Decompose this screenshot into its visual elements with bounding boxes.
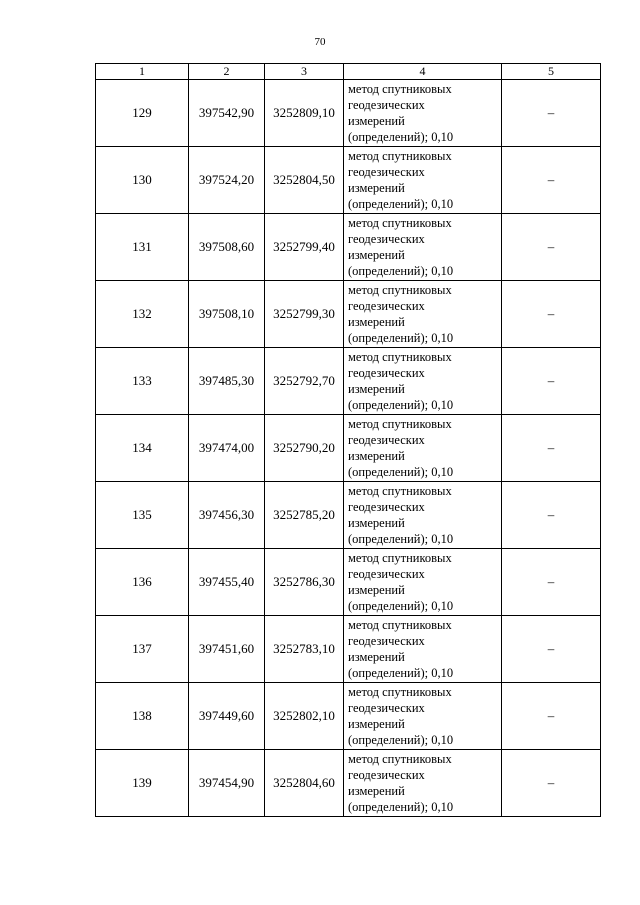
table-row [96,348,601,415]
point-number-cell: 132 [96,281,189,348]
note-cell: – [502,616,601,683]
method-line: метод спутниковых [348,685,452,699]
method-cell [344,683,502,750]
method-line: метод спутниковых [348,484,452,498]
note-cell: – [502,147,601,214]
method-line: (определений); 0,10 [348,733,454,747]
method-line: геодезических [348,634,425,648]
y-coordinate-cell: 3252804,50 [265,147,344,214]
y-coordinate-cell: 3252790,20 [265,415,344,482]
method-line: (определений); 0,10 [348,599,454,613]
header-cell-2: 2 [189,64,265,80]
method-line: измерений [348,583,405,597]
note-cell: – [502,683,601,750]
method-line: (определений); 0,10 [348,197,454,211]
header-row [96,64,601,80]
x-coordinate-cell: 397456,30 [189,482,265,549]
method-line: геодезических [348,500,425,514]
method-cell [344,348,502,415]
method-line: (определений); 0,10 [348,666,454,680]
method-line: (определений); 0,10 [348,532,454,546]
table-row [96,281,601,348]
method-line: метод спутниковых [348,149,452,163]
method-line: метод спутниковых [348,752,452,766]
note-cell: – [502,80,601,147]
point-number-cell: 139 [96,750,189,817]
method-line: метод спутниковых [348,350,452,364]
method-line: геодезических [348,299,425,313]
method-cell [344,415,502,482]
table-row [96,750,601,817]
method-cell [344,281,502,348]
point-number-cell: 134 [96,415,189,482]
x-coordinate-cell: 397451,60 [189,616,265,683]
y-coordinate-cell: 3252799,40 [265,214,344,281]
table-row [96,80,601,147]
y-coordinate-cell: 3252783,10 [265,616,344,683]
method-line: геодезических [348,232,425,246]
method-line: метод спутниковых [348,216,452,230]
method-line: метод спутниковых [348,618,452,632]
x-coordinate-cell: 397542,90 [189,80,265,147]
table-row [96,549,601,616]
header-cell-3: 3 [265,64,344,80]
method-line: метод спутниковых [348,551,452,565]
method-cell [344,616,502,683]
method-cell [344,549,502,616]
note-cell: – [502,281,601,348]
method-line: (определений); 0,10 [348,331,454,345]
header-cell-4: 4 [344,64,502,80]
method-line: метод спутниковых [348,82,452,96]
point-number-cell: 135 [96,482,189,549]
note-cell: – [502,348,601,415]
y-coordinate-cell: 3252792,70 [265,348,344,415]
method-cell [344,214,502,281]
coordinates-table [95,63,601,817]
table-row [96,482,601,549]
table-body [96,80,601,817]
page-number: 70 [314,36,326,48]
method-cell [344,147,502,214]
method-cell [344,750,502,817]
note-cell: – [502,549,601,616]
point-number-cell: 131 [96,214,189,281]
y-coordinate-cell: 3252802,10 [265,683,344,750]
method-line: измерений [348,516,405,530]
method-line: (определений); 0,10 [348,800,454,814]
method-line: (определений); 0,10 [348,130,454,144]
method-line: геодезических [348,98,425,112]
method-line: геодезических [348,768,425,782]
method-line: (определений); 0,10 [348,398,454,412]
x-coordinate-cell: 397455,40 [189,549,265,616]
y-coordinate-cell: 3252786,30 [265,549,344,616]
method-line: измерений [348,382,405,396]
note-cell: – [502,750,601,817]
y-coordinate-cell: 3252804,60 [265,750,344,817]
x-coordinate-cell: 397508,10 [189,281,265,348]
point-number-cell: 137 [96,616,189,683]
x-coordinate-cell: 397454,90 [189,750,265,817]
method-line: геодезических [348,701,425,715]
method-line: (определений); 0,10 [348,465,454,479]
method-line: геодезических [348,165,425,179]
y-coordinate-cell: 3252799,30 [265,281,344,348]
method-line: измерений [348,717,405,731]
table-row [96,147,601,214]
method-line: измерений [348,114,405,128]
note-cell: – [502,214,601,281]
header-cell-1: 1 [96,64,189,80]
y-coordinate-cell: 3252785,20 [265,482,344,549]
method-line: измерений [348,181,405,195]
point-number-cell: 133 [96,348,189,415]
method-line: метод спутниковых [348,283,452,297]
table-row [96,616,601,683]
method-line: измерений [348,650,405,664]
method-cell [344,80,502,147]
x-coordinate-cell: 397449,60 [189,683,265,750]
method-line: (определений); 0,10 [348,264,454,278]
point-number-cell: 138 [96,683,189,750]
table-row [96,683,601,750]
table-row [96,214,601,281]
method-line: геодезических [348,567,425,581]
method-line: геодезических [348,366,425,380]
method-line: измерений [348,784,405,798]
y-coordinate-cell: 3252809,10 [265,80,344,147]
table-header [96,64,601,80]
note-cell: – [502,415,601,482]
method-line: измерений [348,315,405,329]
point-number-cell: 130 [96,147,189,214]
note-cell: – [502,482,601,549]
x-coordinate-cell: 397474,00 [189,415,265,482]
point-number-cell: 136 [96,549,189,616]
x-coordinate-cell: 397508,60 [189,214,265,281]
table-row [96,415,601,482]
header-cell-5: 5 [502,64,601,80]
method-line: геодезических [348,433,425,447]
method-cell [344,482,502,549]
point-number-cell: 129 [96,80,189,147]
x-coordinate-cell: 397485,30 [189,348,265,415]
method-line: метод спутниковых [348,417,452,431]
method-line: измерений [348,248,405,262]
method-line: измерений [348,449,405,463]
x-coordinate-cell: 397524,20 [189,147,265,214]
